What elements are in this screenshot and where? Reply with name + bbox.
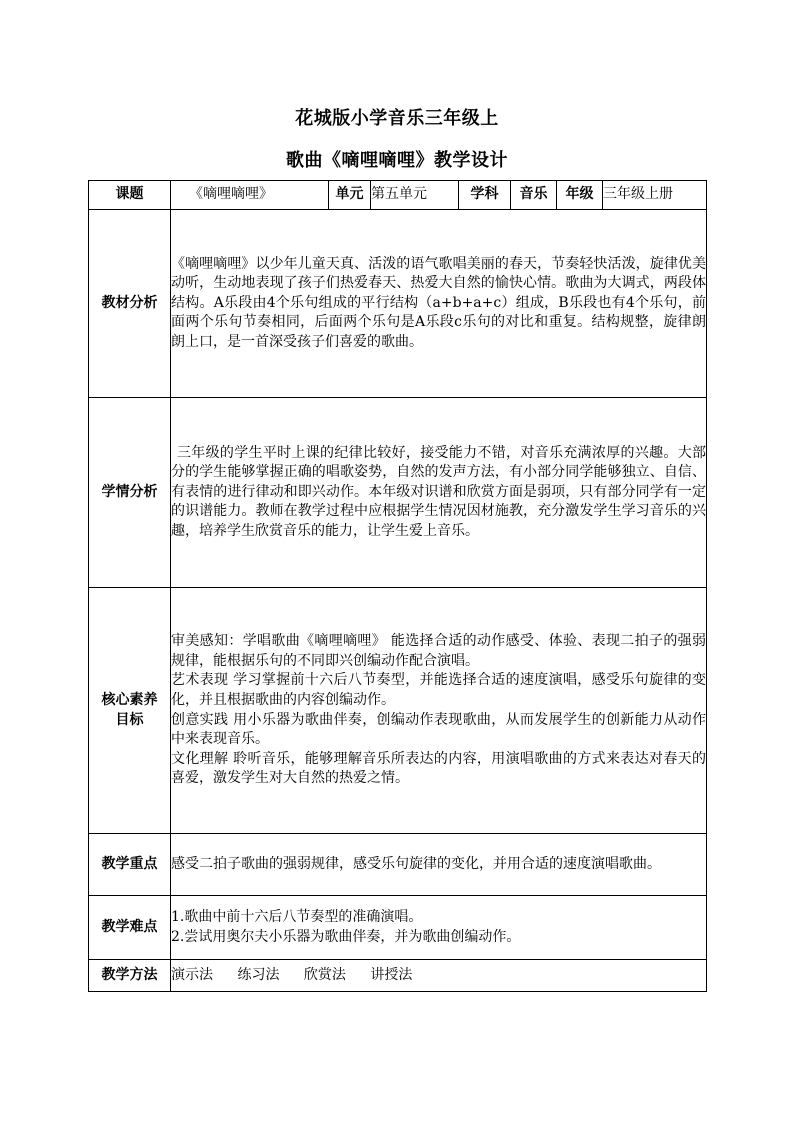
difficulties-label: 教学难点 (89, 896, 171, 960)
difficulty-item: 2.尝试用奥尔夫小乐器为歌曲伴奏，并为歌曲创编动作。 (171, 928, 521, 945)
method-item: 欣赏法 (303, 966, 346, 983)
students-row (89, 398, 707, 588)
goals-label-line2: 目标 (115, 711, 144, 728)
material-text: 《嘀哩嘀哩》以少年儿童天真、活泼的语气歌唱美丽的春天，节奏轻快活泼，旋律优美动听，生动地表现了孩子们热爱春天、热爱大自然的愉快心情。歌曲为大调式，两段体结构。A乐段由4个乐句组成的平行结构（a+b+a+c）组成，B乐段也有4个乐句，前面两个乐句节奏相同，后面两个乐句是A乐段c乐句的对比和重复。结构规整，旋律朗朗上口，是一首深受孩子们喜爱的歌曲。 (171, 210, 707, 398)
goal-culture: 文化理解 聆听音乐，能够理解音乐所表达的内容，用演唱歌曲的方式来表达对春天的喜爱，激发学生对大自然的热爱之情。 (171, 750, 706, 787)
document-subtitle: 歌曲《嘀哩嘀哩》教学设计 (286, 150, 508, 171)
method-item: 讲授法 (370, 966, 413, 983)
method-item: 练习法 (237, 966, 280, 983)
lesson-plan-table (88, 180, 707, 992)
goals-content (171, 588, 707, 834)
info-row (89, 181, 707, 210)
unit-value: 第五单元 (371, 181, 459, 210)
goals-label (89, 588, 171, 834)
subject-value: 音乐 (511, 181, 557, 210)
goal-creative: 创意实践 用小乐器为歌曲伴奏，创编动作表现歌曲，从而发展学生的创新能力从动作中来表现音乐。 (171, 711, 706, 748)
grade-label: 年级 (557, 181, 603, 210)
document-title: 花城版小学音乐三年级上 (295, 108, 499, 129)
key-points-label: 教学重点 (89, 834, 171, 896)
goal-expression: 艺术表现 学习掌握前十六后八节奏型，并能选择合适的速度演唱，感受乐句旋律的变化，并且根据歌曲的内容创编动作。 (171, 672, 706, 708)
methods-content (171, 960, 707, 992)
goals-label-line1: 核心素养 (101, 691, 158, 708)
key-points-row (89, 834, 707, 896)
methods-row (89, 960, 707, 992)
difficulties-row (89, 896, 707, 960)
goals-row (89, 588, 707, 834)
students-label: 学情分析 (89, 398, 171, 588)
methods-label: 教学方法 (89, 960, 171, 992)
topic-value: 《嘀哩嘀哩》 (171, 181, 329, 210)
key-points-text: 感受二拍子歌曲的强弱规律，感受乐句旋律的变化，并用合适的速度演唱歌曲。 (171, 834, 707, 896)
subject-label: 学科 (459, 181, 511, 210)
grade-value: 三年级上册 (603, 181, 707, 210)
material-label: 教材分析 (89, 210, 171, 398)
method-item: 演示法 (171, 966, 213, 983)
students-text: 三年级的学生平时上课的纪律比较好，接受能力不错，对音乐充满浓厚的兴趣。大部分的学生能够掌握正确的唱歌姿势，自然的发声方法，有小部分同学能够独立、自信、有表情的进行律动和即兴动作。本年级对识谱和欣赏方面是弱项，只有部分同学有一定的识谱能力。教师在教学过程中应根据学生情况因材施教，充分激发学生学习音乐的兴趣，培养学生欣赏音乐的能力，让学生爱上音乐。 (171, 398, 707, 588)
topic-label: 课题 (89, 181, 171, 210)
difficulties-content (171, 896, 707, 960)
unit-label: 单元 (329, 181, 371, 210)
difficulty-item: 1.歌曲中前十六后八节奏型的准确演唱。 (171, 908, 423, 925)
goal-aesthetic: 审美感知：学唱歌曲《嘀哩嘀哩》 能选择合适的动作感受、体验、表现二拍子的强弱规律，能根据乐句的不同即兴创编动作配合演唱。 (171, 633, 706, 669)
material-row (89, 210, 707, 398)
